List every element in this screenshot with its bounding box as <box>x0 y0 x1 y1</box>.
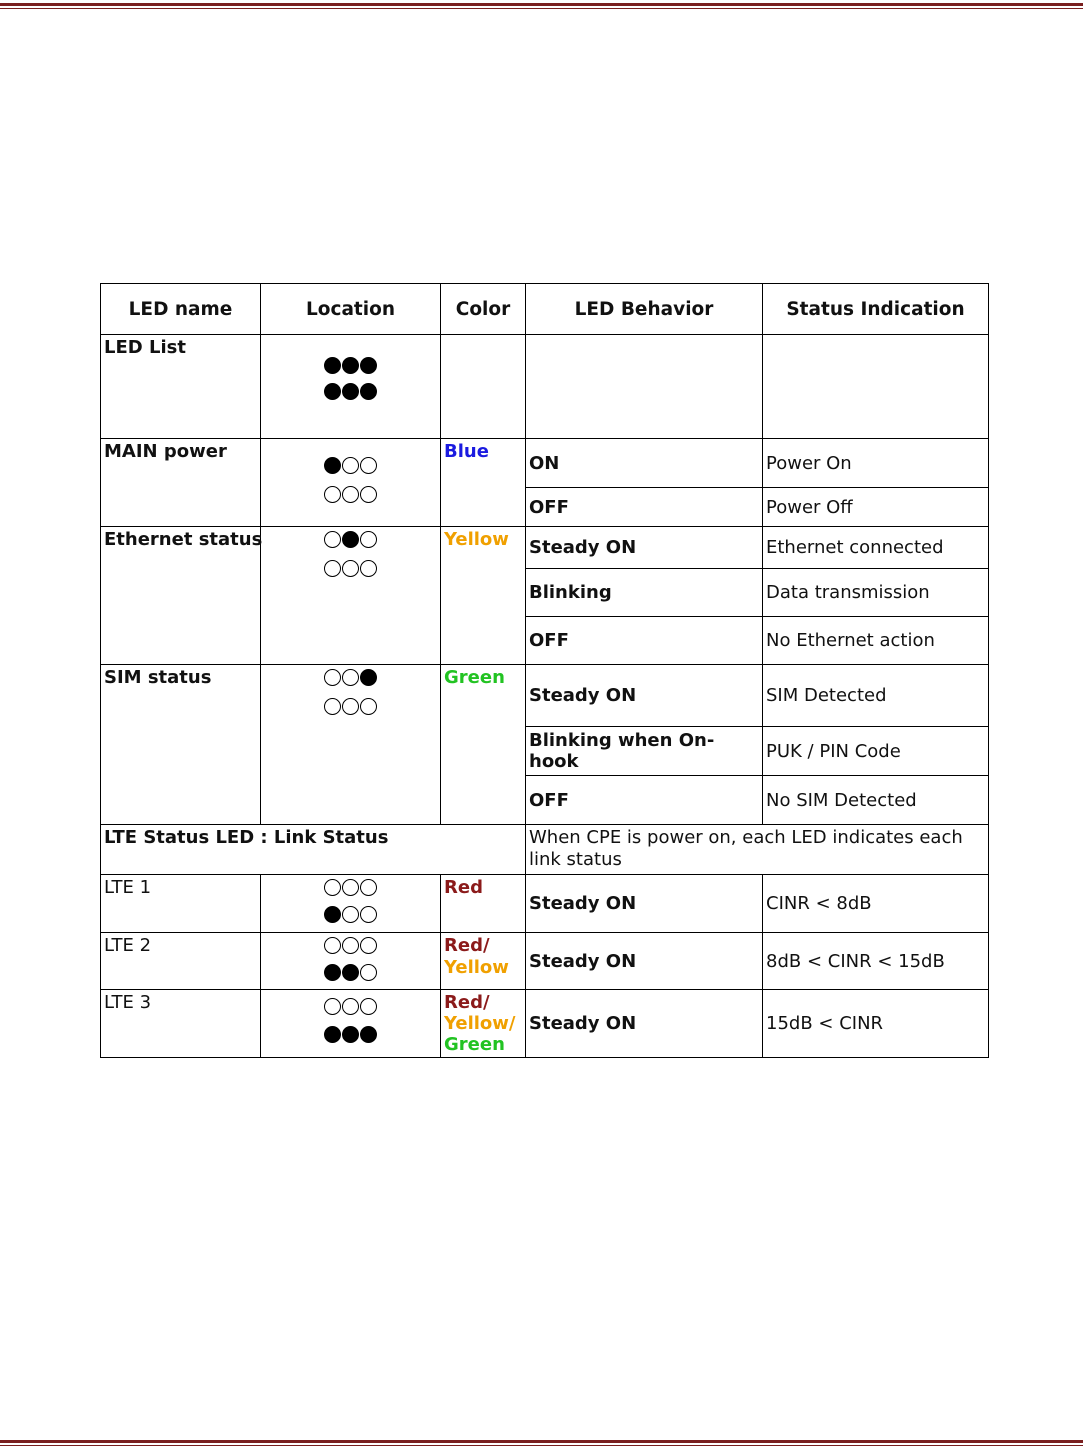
behavior-cell: OFF <box>526 776 763 825</box>
led-off-dot <box>342 998 359 1015</box>
behavior-cell: Blinking when On-hook <box>526 727 763 776</box>
color-yellow-label: Yellow/ <box>444 1013 516 1034</box>
led-name-cell: LED List <box>101 335 261 439</box>
led-location-cell <box>261 527 441 665</box>
led-dot-row <box>264 383 437 400</box>
led-off-dot <box>324 698 341 715</box>
table-row <box>101 875 989 933</box>
color-cell: Yellow <box>441 527 526 665</box>
led-off-dot <box>360 486 377 503</box>
header-row <box>101 284 989 335</box>
table-row <box>101 335 989 439</box>
led-dot-row <box>264 669 437 686</box>
led-dot-row <box>264 998 437 1015</box>
led-off-dot <box>360 457 377 474</box>
led-on-dot <box>360 1026 377 1043</box>
behavior-cell <box>526 335 763 439</box>
status-cell: No SIM Detected <box>763 776 989 825</box>
led-name-cell: LTE 3 <box>101 990 261 1058</box>
table-row <box>101 825 989 875</box>
header-led-behavior: LED Behavior <box>526 284 763 335</box>
led-location-cell <box>261 439 441 527</box>
behavior-cell: Steady ON <box>526 875 763 933</box>
led-on-dot <box>342 357 359 374</box>
status-cell: 15dB < CINR <box>763 990 989 1058</box>
color-cell <box>441 990 526 1058</box>
led-off-dot <box>360 998 377 1015</box>
header-status-indication: Status Indication <box>763 284 989 335</box>
led-on-dot <box>324 906 341 923</box>
header-color: Color <box>441 284 526 335</box>
color-red-label: Red/ <box>444 992 490 1013</box>
led-off-dot <box>342 879 359 896</box>
led-off-dot <box>360 560 377 577</box>
led-off-dot <box>360 937 377 954</box>
table-row <box>101 527 989 569</box>
color-yellow-label: Yellow <box>444 957 509 978</box>
color-green-label: Green <box>444 1034 505 1055</box>
bottom-rule-thin <box>0 1445 1083 1446</box>
led-on-dot <box>342 383 359 400</box>
color-cell: Red <box>441 875 526 933</box>
status-cell: 8dB < CINR < 15dB <box>763 933 989 990</box>
behavior-cell: OFF <box>526 488 763 527</box>
led-on-dot <box>324 383 341 400</box>
table-row <box>101 990 989 1058</box>
led-off-dot <box>324 669 341 686</box>
led-on-dot <box>360 669 377 686</box>
color-cell <box>441 933 526 990</box>
led-off-dot <box>360 879 377 896</box>
bottom-rule <box>0 1440 1083 1443</box>
color-cell: Green <box>441 665 526 825</box>
led-off-dot <box>324 486 341 503</box>
status-cell: Data transmission <box>763 569 989 617</box>
led-off-dot <box>324 998 341 1015</box>
top-rule-thin <box>0 8 1083 9</box>
status-cell: No Ethernet action <box>763 617 989 665</box>
led-dot-row <box>264 964 437 981</box>
led-location-cell <box>261 335 441 439</box>
behavior-cell: Steady ON <box>526 990 763 1058</box>
led-off-dot <box>324 937 341 954</box>
led-off-dot <box>360 964 377 981</box>
behavior-cell: ON <box>526 439 763 488</box>
led-off-dot <box>342 486 359 503</box>
color-cell <box>441 335 526 439</box>
led-name-cell: Ethernet status <box>101 527 261 665</box>
behavior-cell: Steady ON <box>526 665 763 727</box>
led-off-dot <box>342 669 359 686</box>
led-off-dot <box>342 457 359 474</box>
led-name-cell: LTE 1 <box>101 875 261 933</box>
led-off-dot <box>324 560 341 577</box>
status-cell: Power Off <box>763 488 989 527</box>
led-location-cell <box>261 665 441 825</box>
status-cell <box>763 335 989 439</box>
led-name-cell: SIM status <box>101 665 261 825</box>
led-name-cell: LTE 2 <box>101 933 261 990</box>
led-on-dot <box>342 531 359 548</box>
led-dot-row <box>264 879 437 896</box>
led-off-dot <box>360 531 377 548</box>
behavior-cell: Steady ON <box>526 527 763 569</box>
led-dot-row <box>264 486 437 503</box>
led-location-cell <box>261 875 441 933</box>
behavior-cell: Blinking <box>526 569 763 617</box>
led-name-cell: MAIN power <box>101 439 261 527</box>
status-cell: PUK / PIN Code <box>763 727 989 776</box>
led-off-dot <box>360 698 377 715</box>
led-off-dot <box>342 937 359 954</box>
led-on-dot <box>360 383 377 400</box>
led-on-dot <box>324 1026 341 1043</box>
status-cell: CINR < 8dB <box>763 875 989 933</box>
top-rule <box>0 3 1083 6</box>
led-dot-row <box>264 560 437 577</box>
led-off-dot <box>324 531 341 548</box>
table-row <box>101 439 989 488</box>
led-dot-row <box>264 457 437 474</box>
behavior-cell: OFF <box>526 617 763 665</box>
led-dot-row <box>264 937 437 954</box>
led-on-dot <box>342 1026 359 1043</box>
behavior-cell: Steady ON <box>526 933 763 990</box>
header-location: Location <box>261 284 441 335</box>
table-row <box>101 665 989 727</box>
color-cell: Blue <box>441 439 526 527</box>
led-off-dot <box>342 698 359 715</box>
status-cell: SIM Detected <box>763 665 989 727</box>
led-dot-row <box>264 531 437 548</box>
status-cell: Ethernet connected <box>763 527 989 569</box>
lte-section-title: LTE Status LED : Link Status <box>101 825 526 875</box>
led-location-cell <box>261 933 441 990</box>
led-dot-row <box>264 357 437 374</box>
led-on-dot <box>342 964 359 981</box>
led-off-dot <box>324 879 341 896</box>
led-off-dot <box>342 560 359 577</box>
color-red-label: Red/ <box>444 935 490 956</box>
led-on-dot <box>324 457 341 474</box>
status-cell: Power On <box>763 439 989 488</box>
led-on-dot <box>360 357 377 374</box>
led-dot-row <box>264 906 437 923</box>
led-on-dot <box>324 964 341 981</box>
led-off-dot <box>342 906 359 923</box>
led-on-dot <box>324 357 341 374</box>
led-dot-row <box>264 1026 437 1043</box>
header-led-name: LED name <box>101 284 261 335</box>
lte-section-note: When CPE is power on, each LED indicates each link status <box>526 825 989 875</box>
led-off-dot <box>360 906 377 923</box>
led-status-table <box>100 283 989 1058</box>
led-dot-row <box>264 698 437 715</box>
led-location-cell <box>261 990 441 1058</box>
table-row <box>101 933 989 990</box>
